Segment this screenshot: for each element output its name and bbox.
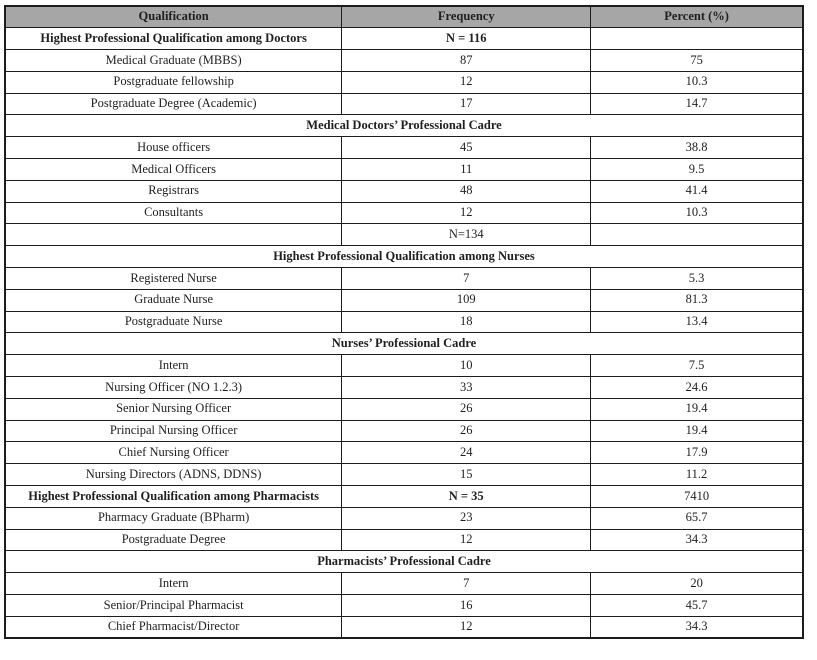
frequency-cell: 48 (342, 180, 591, 202)
table-row (5, 442, 803, 464)
table-row (5, 289, 803, 311)
frequency-cell: 26 (342, 398, 591, 420)
percent-cell: 19.4 (591, 398, 803, 420)
frequency-cell: 17 (342, 93, 591, 115)
frequency-cell: 7 (342, 573, 591, 595)
frequency-cell: 12 (342, 529, 591, 551)
table-row (5, 355, 803, 377)
frequency-cell: 45 (342, 137, 591, 159)
table-row (5, 595, 803, 617)
qualification-cell: Registered Nurse (5, 268, 342, 290)
frequency-cell: 16 (342, 595, 591, 617)
qualification-cell: Graduate Nurse (5, 289, 342, 311)
section-header-row (5, 28, 803, 50)
table-row (5, 377, 803, 399)
table-row (5, 268, 803, 290)
percent-cell: 17.9 (591, 442, 803, 464)
qualification-cell: Pharmacy Graduate (BPharm) (5, 507, 342, 529)
frequency-cell: 24 (342, 442, 591, 464)
section-span-row (5, 333, 803, 355)
table-row (5, 398, 803, 420)
percent-cell: 81.3 (591, 289, 803, 311)
percent-cell (591, 28, 803, 50)
qualification-cell: Principal Nursing Officer (5, 420, 342, 442)
percent-cell: 45.7 (591, 595, 803, 617)
percent-cell: 7.5 (591, 355, 803, 377)
section-title-cell: Pharmacists’ Professional Cadre (5, 551, 803, 573)
table-header-row (5, 6, 803, 28)
table-row (5, 529, 803, 551)
table-row (5, 224, 803, 246)
column-header-qualification: Qualification (5, 6, 342, 28)
section-title-cell: Medical Doctors’ Professional Cadre (5, 115, 803, 137)
frequency-cell: 7 (342, 268, 591, 290)
table-row (5, 464, 803, 486)
table-body (5, 28, 803, 638)
percent-cell: 24.6 (591, 377, 803, 399)
section-header-row (5, 486, 803, 508)
percent-cell: 20 (591, 573, 803, 595)
frequency-cell: 109 (342, 289, 591, 311)
column-header-frequency: Frequency (342, 6, 591, 28)
qualification-cell: Nursing Directors (ADNS, DDNS) (5, 464, 342, 486)
percent-cell: 5.3 (591, 268, 803, 290)
table-row (5, 573, 803, 595)
percent-cell: 14.7 (591, 93, 803, 115)
section-title-cell: Nurses’ Professional Cadre (5, 333, 803, 355)
qualification-cell: Postgraduate Nurse (5, 311, 342, 333)
qualification-cell: Highest Professional Qualification among Pharmacists (5, 486, 342, 508)
frequency-cell: 15 (342, 464, 591, 486)
section-title-cell: Highest Professional Qualification among Nurses (5, 246, 803, 268)
section-span-row (5, 246, 803, 268)
frequency-cell: 12 (342, 202, 591, 224)
table-row (5, 93, 803, 115)
percent-cell: 65.7 (591, 507, 803, 529)
qualification-cell: Medical Officers (5, 159, 342, 181)
qualification-cell: Intern (5, 355, 342, 377)
qualification-cell: Chief Pharmacist/Director (5, 616, 342, 638)
table-row (5, 420, 803, 442)
frequency-cell: 26 (342, 420, 591, 442)
frequency-cell: N=134 (342, 224, 591, 246)
qualification-cell: Postgraduate Degree (5, 529, 342, 551)
qualification-frequency-table (4, 5, 804, 639)
table-row (5, 180, 803, 202)
table-row (5, 71, 803, 93)
table-row (5, 50, 803, 72)
percent-cell: 41.4 (591, 180, 803, 202)
frequency-cell: N = 116 (342, 28, 591, 50)
frequency-cell: 12 (342, 71, 591, 93)
frequency-cell: 11 (342, 159, 591, 181)
percent-cell: 38.8 (591, 137, 803, 159)
qualification-cell: Senior/Principal Pharmacist (5, 595, 342, 617)
frequency-cell: 12 (342, 616, 591, 638)
table-row (5, 507, 803, 529)
percent-cell: 34.3 (591, 529, 803, 551)
column-header-percent: Percent (%) (591, 6, 803, 28)
percent-cell (591, 224, 803, 246)
frequency-cell: 10 (342, 355, 591, 377)
frequency-cell: 87 (342, 50, 591, 72)
percent-cell: 75 (591, 50, 803, 72)
table-row (5, 311, 803, 333)
section-span-row (5, 551, 803, 573)
qualification-cell: Postgraduate Degree (Academic) (5, 93, 342, 115)
frequency-cell: 23 (342, 507, 591, 529)
percent-cell: 34.3 (591, 616, 803, 638)
qualification-cell: Consultants (5, 202, 342, 224)
qualification-cell: Nursing Officer (NO 1.2.3) (5, 377, 342, 399)
table-row (5, 616, 803, 638)
percent-cell: 7410 (591, 486, 803, 508)
qualification-cell: House officers (5, 137, 342, 159)
qualification-cell: Senior Nursing Officer (5, 398, 342, 420)
qualification-cell: Postgraduate fellowship (5, 71, 342, 93)
percent-cell: 13.4 (591, 311, 803, 333)
qualification-cell (5, 224, 342, 246)
percent-cell: 9.5 (591, 159, 803, 181)
qualification-cell: Intern (5, 573, 342, 595)
qualification-cell: Highest Professional Qualification among Doctors (5, 28, 342, 50)
qualification-cell: Medical Graduate (MBBS) (5, 50, 342, 72)
table-row (5, 159, 803, 181)
qualification-cell: Registrars (5, 180, 342, 202)
frequency-cell: 18 (342, 311, 591, 333)
percent-cell: 10.3 (591, 71, 803, 93)
frequency-cell: 33 (342, 377, 591, 399)
percent-cell: 11.2 (591, 464, 803, 486)
frequency-cell: N = 35 (342, 486, 591, 508)
table-row (5, 202, 803, 224)
section-span-row (5, 115, 803, 137)
qualification-cell: Chief Nursing Officer (5, 442, 342, 464)
table-row (5, 137, 803, 159)
percent-cell: 19.4 (591, 420, 803, 442)
percent-cell: 10.3 (591, 202, 803, 224)
